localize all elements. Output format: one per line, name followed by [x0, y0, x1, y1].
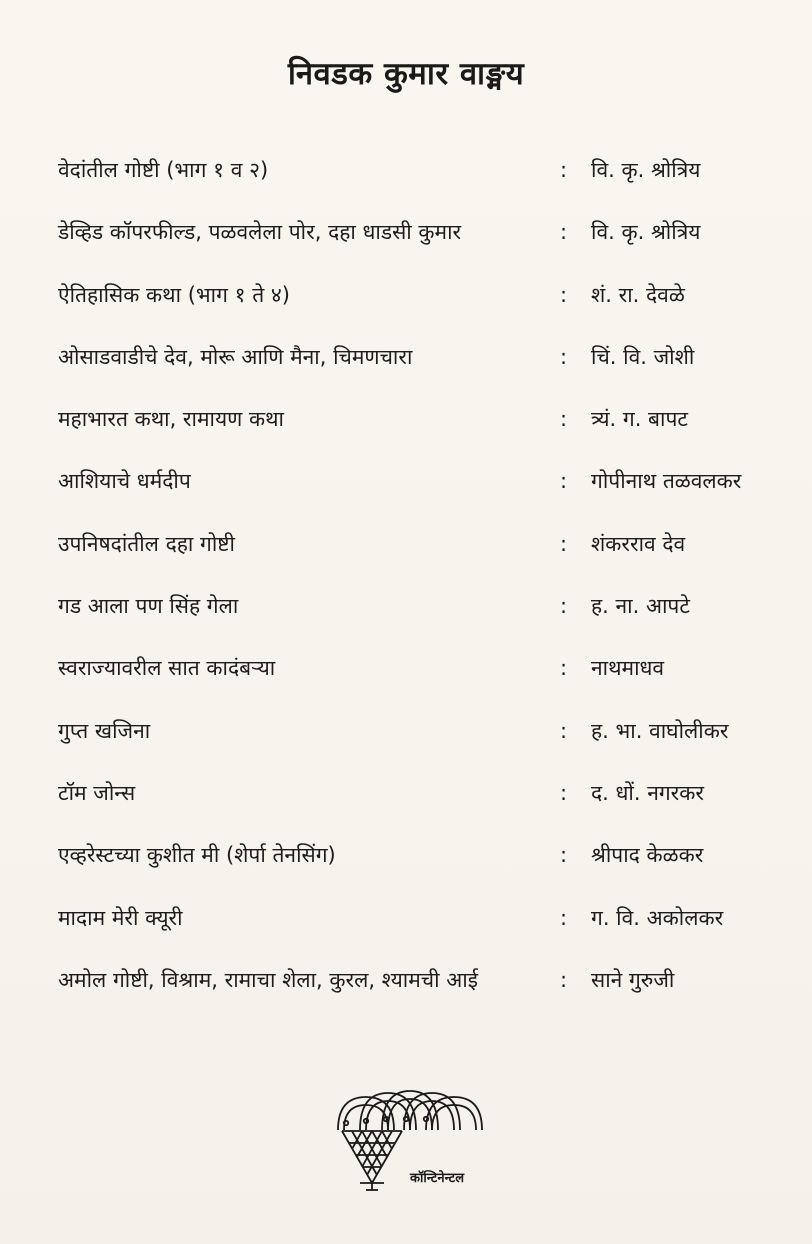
book-author: नाथमाधव — [591, 656, 665, 681]
list-item — [58, 150, 788, 212]
list-item — [58, 461, 788, 523]
book-author: द. धों. नगरकर — [591, 780, 704, 805]
book-title: गड आला पण सिंह गेला — [58, 594, 239, 619]
list-item — [58, 399, 788, 461]
book-author: चिं. वि. जोशी — [591, 344, 695, 369]
book-title: टॉम जोन्स — [58, 780, 136, 805]
book-author: त्र्यं. ग. बापट — [591, 407, 688, 432]
book-title: गुप्त खजिना — [58, 718, 151, 743]
list-item — [58, 773, 788, 835]
book-author: वि. कृ. श्रोत्रिय — [591, 220, 701, 245]
book-author: साने गुरुजी — [591, 967, 675, 992]
book-title: एव्हरेस्टच्या कुशीत मी (शेर्पा तेनसिंग) — [58, 843, 336, 868]
book-title: महाभारत कथा, रामायण कथा — [58, 407, 284, 432]
book-title: स्वराज्यावरील सात कादंबऱ्या — [58, 656, 276, 681]
separator: : — [560, 843, 568, 868]
list-item — [58, 337, 788, 399]
book-author: ह. भा. वाघोलीकर — [591, 718, 729, 743]
book-title: अमोल गोष्टी, विश्राम, रामाचा शेला, कुरल, श्यामची आई — [58, 967, 479, 992]
book-author: ह. ना. आपटे — [591, 594, 690, 619]
separator: : — [560, 967, 568, 992]
separator: : — [560, 407, 568, 432]
book-title: मादाम मेरी क्यूरी — [58, 905, 183, 930]
book-title: आशियाचे धर्मदीप — [58, 469, 191, 494]
separator: : — [560, 594, 568, 619]
separator: : — [560, 531, 568, 556]
book-author: शंकरराव देव — [591, 531, 686, 556]
book-author: श्रीपाद केळकर — [591, 843, 704, 868]
separator: : — [560, 718, 568, 743]
separator: : — [560, 469, 568, 494]
list-item — [58, 586, 788, 648]
book-author: गोपीनाथ तळवलकर — [591, 469, 742, 494]
separator: : — [560, 344, 568, 369]
separator: : — [560, 220, 568, 245]
book-title: उपनिषदांतील दहा गोष्टी — [58, 531, 235, 556]
book-author: शं. रा. देवळे — [591, 282, 685, 307]
list-item — [58, 524, 788, 586]
book-title: वेदांतील गोष्टी (भाग १ व २) — [58, 158, 269, 182]
list-item — [58, 275, 788, 337]
book-title: ऐतिहासिक कथा (भाग १ ते ४) — [58, 282, 290, 307]
page-title: निवडक कुमार वाङ्मय — [287, 56, 525, 92]
separator: : — [560, 905, 568, 930]
publisher-name: कॉन्टिनेन्टल — [410, 1171, 465, 1186]
separator: : — [560, 780, 568, 805]
book-author: ग. वि. अकोलकर — [591, 905, 724, 930]
list-item — [58, 960, 788, 1022]
list-item — [58, 711, 788, 773]
book-author: वि. कृ. श्रोत्रिय — [591, 158, 701, 182]
separator: : — [560, 158, 568, 182]
book-title: ओसाडवाडीचे देव, मोरू आणि मैना, चिमणचारा — [58, 344, 413, 369]
list-item — [58, 835, 788, 897]
list-item — [58, 898, 788, 960]
book-list — [58, 150, 788, 1022]
separator: : — [560, 282, 568, 307]
separator: : — [560, 656, 568, 681]
list-item — [58, 212, 788, 274]
list-item — [58, 648, 788, 710]
book-title: डेव्हिड कॉपरफील्ड, पळवलेला पोर, दहा धाडसी कुमार — [58, 220, 462, 245]
